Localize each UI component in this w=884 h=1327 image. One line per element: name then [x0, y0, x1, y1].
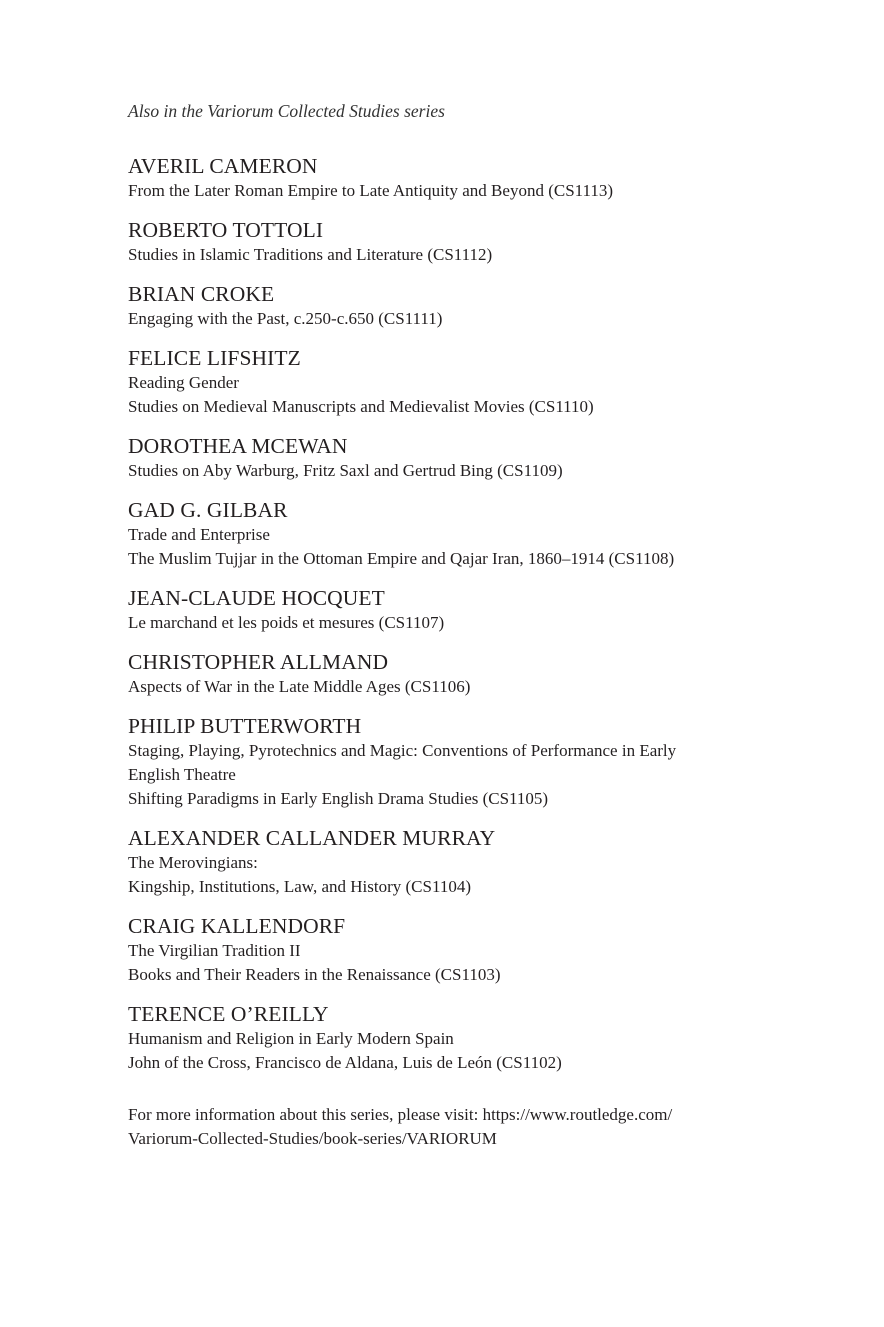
book-entry — [128, 281, 828, 331]
book-title-line: English Theatre — [128, 765, 236, 784]
author-name: DOROTHEA MCEWAN — [128, 434, 348, 458]
book-title-line: Studies on Aby Warburg, Fritz Saxl and Gertrud Bing (CS1109) — [128, 461, 563, 480]
book-entry — [128, 649, 828, 699]
author-name: GAD G. GILBAR — [128, 498, 288, 522]
book-entry — [128, 1001, 828, 1075]
book-title-line: Trade and Enterprise — [128, 525, 270, 544]
book-entry — [128, 825, 828, 899]
author-name: CHRISTOPHER ALLMAND — [128, 650, 389, 674]
book-title-line: The Merovingians: — [128, 853, 258, 872]
book-list — [128, 153, 828, 1075]
book-title-line: Reading Gender — [128, 373, 239, 392]
book-title-line: From the Later Roman Empire to Late Antiquity and Beyond (CS1113) — [128, 181, 614, 200]
footer-info — [128, 1103, 828, 1151]
book-entry — [128, 433, 828, 483]
author-name: ALEXANDER CALLANDER MURRAY — [128, 826, 496, 850]
book-title-line: Studies on Medieval Manuscripts and Medievalist Movies (CS1110) — [128, 397, 594, 416]
author-name: PHILIP BUTTERWORTH — [128, 714, 362, 738]
footer-line: Variorum-Collected-Studies/book-series/VARIORUM — [128, 1129, 497, 1148]
book-entry — [128, 713, 828, 811]
book-entry — [128, 497, 828, 571]
book-entry — [128, 585, 828, 635]
book-title-line: Engaging with the Past, c.250-c.650 (CS1111) — [128, 309, 443, 328]
book-entry — [128, 153, 828, 203]
author-name: TERENCE O’REILLY — [128, 1002, 329, 1026]
book-title-line: Studies in Islamic Traditions and Literature (CS1112) — [128, 245, 493, 264]
book-entry — [128, 345, 828, 419]
book-title-line: Humanism and Religion in Early Modern Spain — [128, 1029, 454, 1048]
author-name: ROBERTO TOTTOLI — [128, 218, 324, 242]
author-name: AVERIL CAMERON — [128, 154, 318, 178]
book-title-line: John of the Cross, Francisco de Aldana, Luis de León (CS1102) — [128, 1053, 562, 1072]
author-name: JEAN-CLAUDE HOCQUET — [128, 586, 385, 610]
book-title-line: Books and Their Readers in the Renaissance (CS1103) — [128, 965, 501, 984]
book-title-line: Le marchand et les poids et mesures (CS1107) — [128, 613, 445, 632]
book-entry — [128, 217, 828, 267]
book-title-line: Aspects of War in the Late Middle Ages (CS1106) — [128, 677, 471, 696]
author-name: CRAIG KALLENDORF — [128, 914, 346, 938]
book-title-line: The Virgilian Tradition II — [128, 941, 301, 960]
series-heading: Also in the Variorum Collected Studies series — [128, 101, 445, 121]
author-name: BRIAN CROKE — [128, 282, 275, 306]
author-name: FELICE LIFSHITZ — [128, 346, 301, 370]
book-title-line: Kingship, Institutions, Law, and History (CS1104) — [128, 877, 471, 896]
book-title-line: Staging, Playing, Pyrotechnics and Magic: Conventions of Performance in Early — [128, 741, 677, 760]
book-entry — [128, 913, 828, 987]
book-title-line: The Muslim Tujjar in the Ottoman Empire and Qajar Iran, 1860–1914 (CS1108) — [128, 549, 675, 568]
footer-line: For more information about this series, please visit: https://www.routledge.com/ — [128, 1105, 673, 1124]
book-title-line: Shifting Paradigms in Early English Drama Studies (CS1105) — [128, 789, 549, 808]
series-page — [128, 99, 828, 1151]
